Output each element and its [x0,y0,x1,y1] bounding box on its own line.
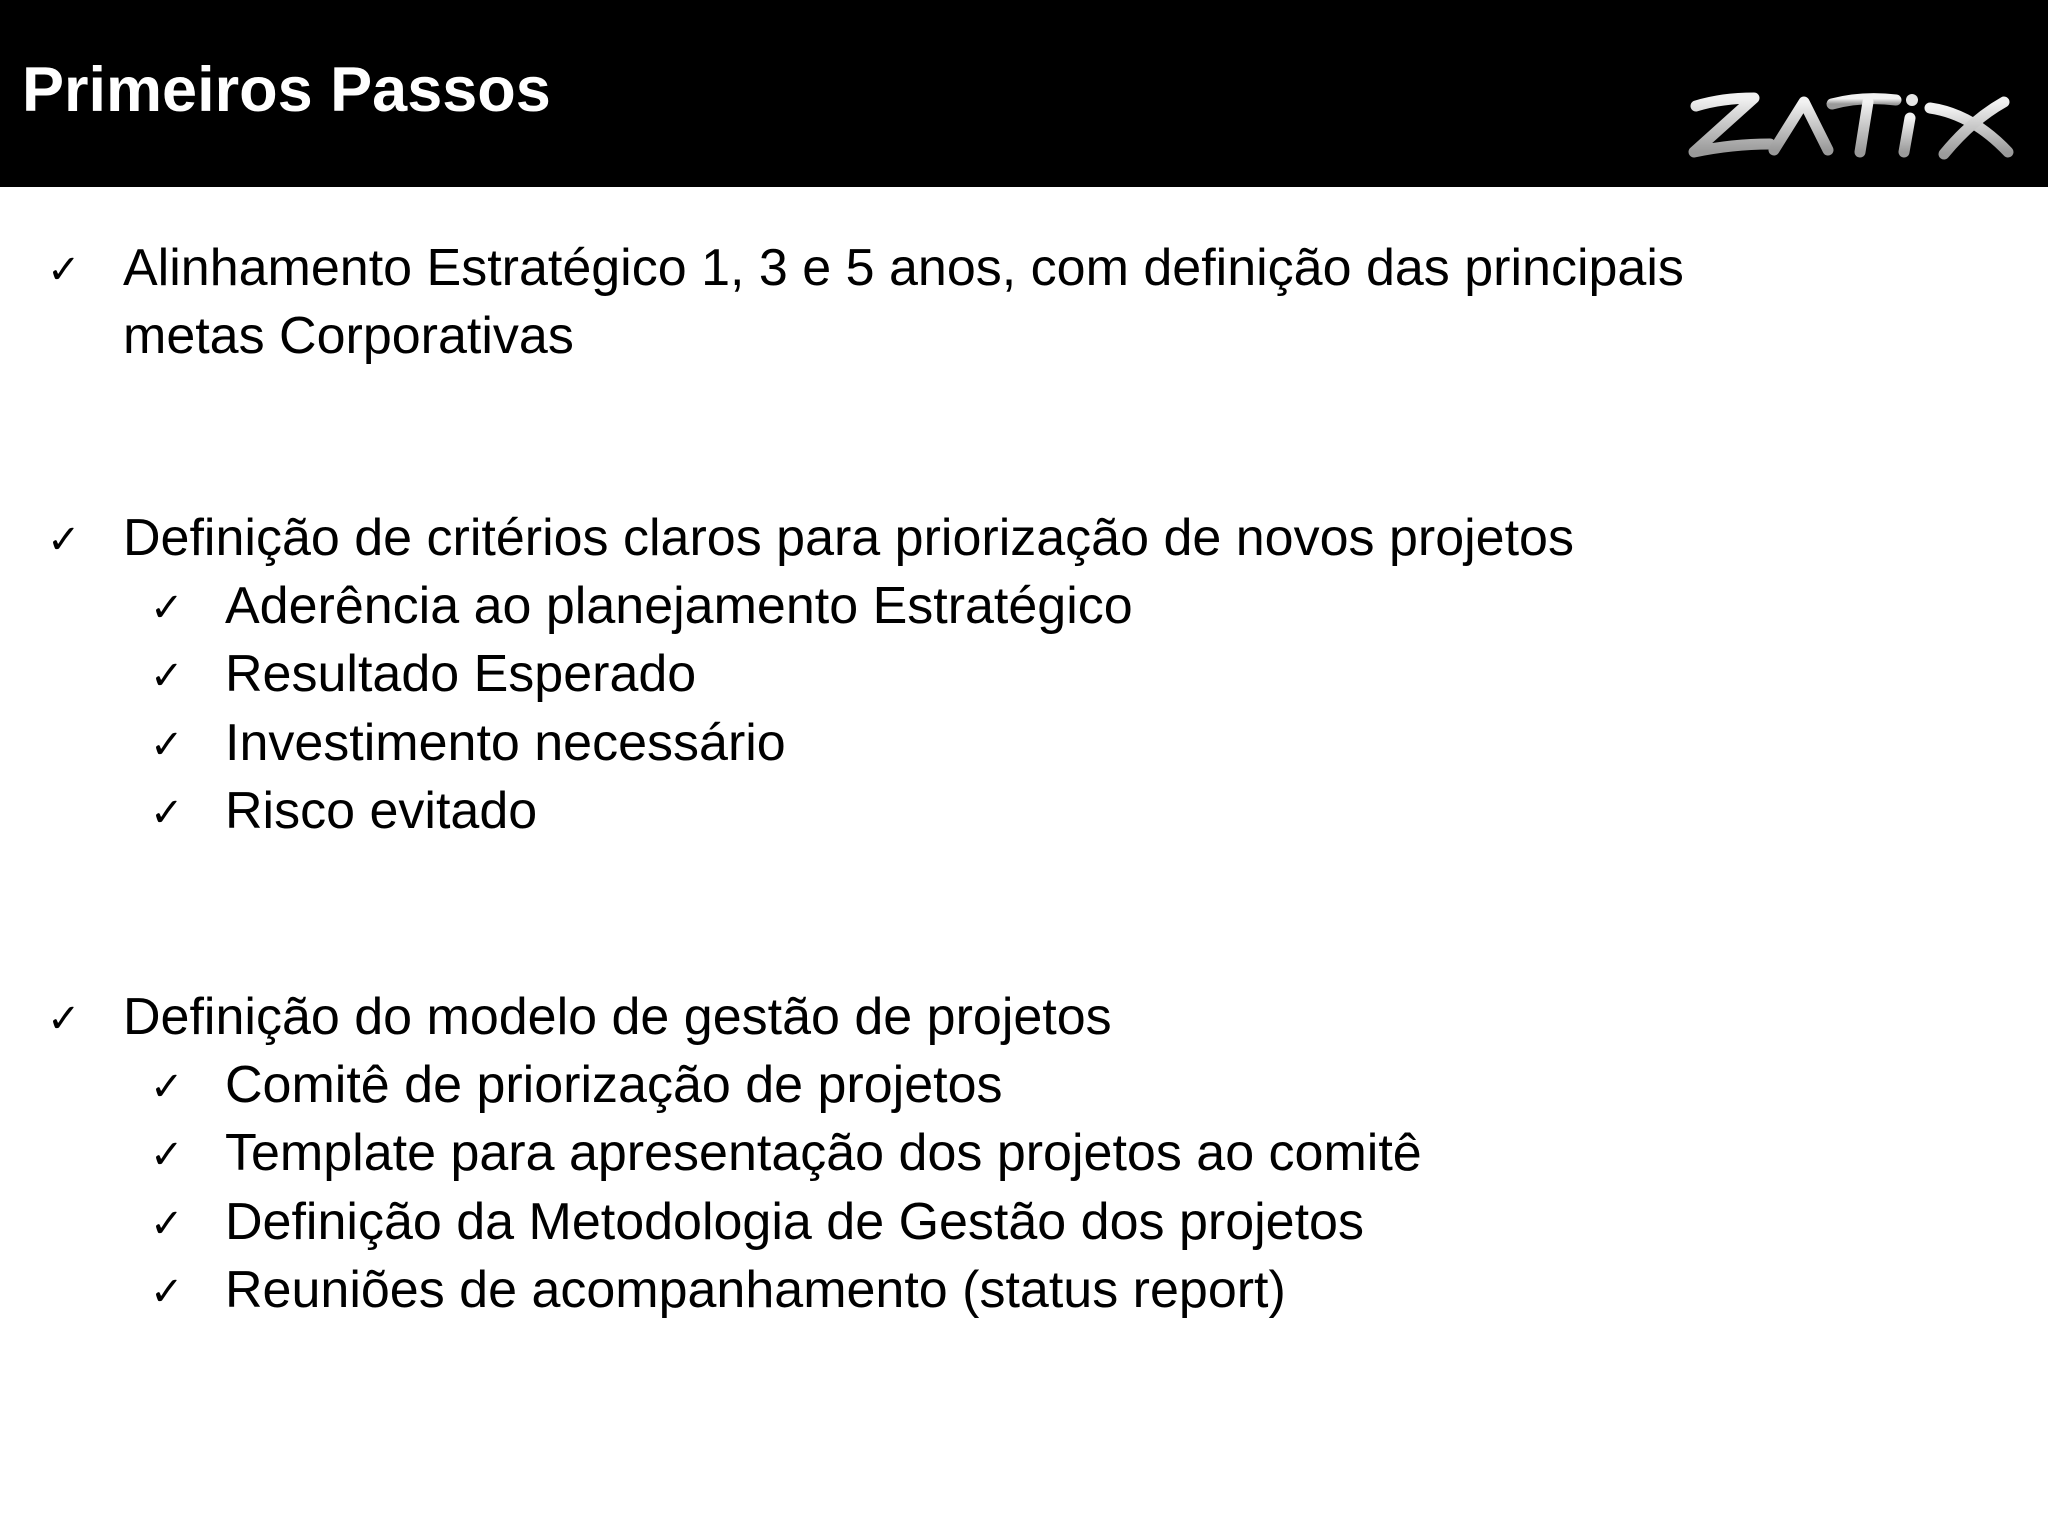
sub-bullet-text: Template para apresentação dos projetos ao comitê [225,1124,1422,1182]
checkmark-icon: ✓ [150,585,184,631]
bullet-text: Definição de critérios claros para priorização de novos projetos [123,509,1574,567]
sub-bullet-text: Risco evitado [225,782,538,840]
checkmark-icon: ✓ [47,247,81,293]
sub-bullet-text: Resultado Esperado [225,645,697,703]
sub-bullet-text: Aderência ao planejamento Estratégico [225,577,1133,635]
checkmark-icon: ✓ [150,1201,184,1247]
bullet-text-continued: metas Corporativas [123,307,574,365]
checkmark-icon: ✓ [47,996,81,1042]
sub-bullet-text: Investimento necessário [225,714,786,772]
sub-bullet-text: Definição da Metodologia de Gestão dos projetos [225,1193,1364,1251]
slide-title: Primeiros Passos [22,55,551,125]
bullet-text: Definição do modelo de gestão de projetos [123,988,1112,1046]
checkmark-icon: ✓ [150,1064,184,1110]
bullet-text: Alinhamento Estratégico 1, 3 e 5 anos, com definição das principais [123,239,1684,297]
sub-bullet-text: Comitê de priorização de projetos [225,1056,1003,1114]
checkmark-icon: ✓ [150,722,184,768]
checkmark-icon: ✓ [150,790,184,836]
checkmark-icon: ✓ [150,1269,184,1315]
checkmark-icon: ✓ [150,653,184,699]
checkmark-icon: ✓ [47,517,81,563]
sub-bullet-text: Reuniões de acompanhamento (status report) [225,1261,1286,1319]
checkmark-icon: ✓ [150,1132,184,1178]
